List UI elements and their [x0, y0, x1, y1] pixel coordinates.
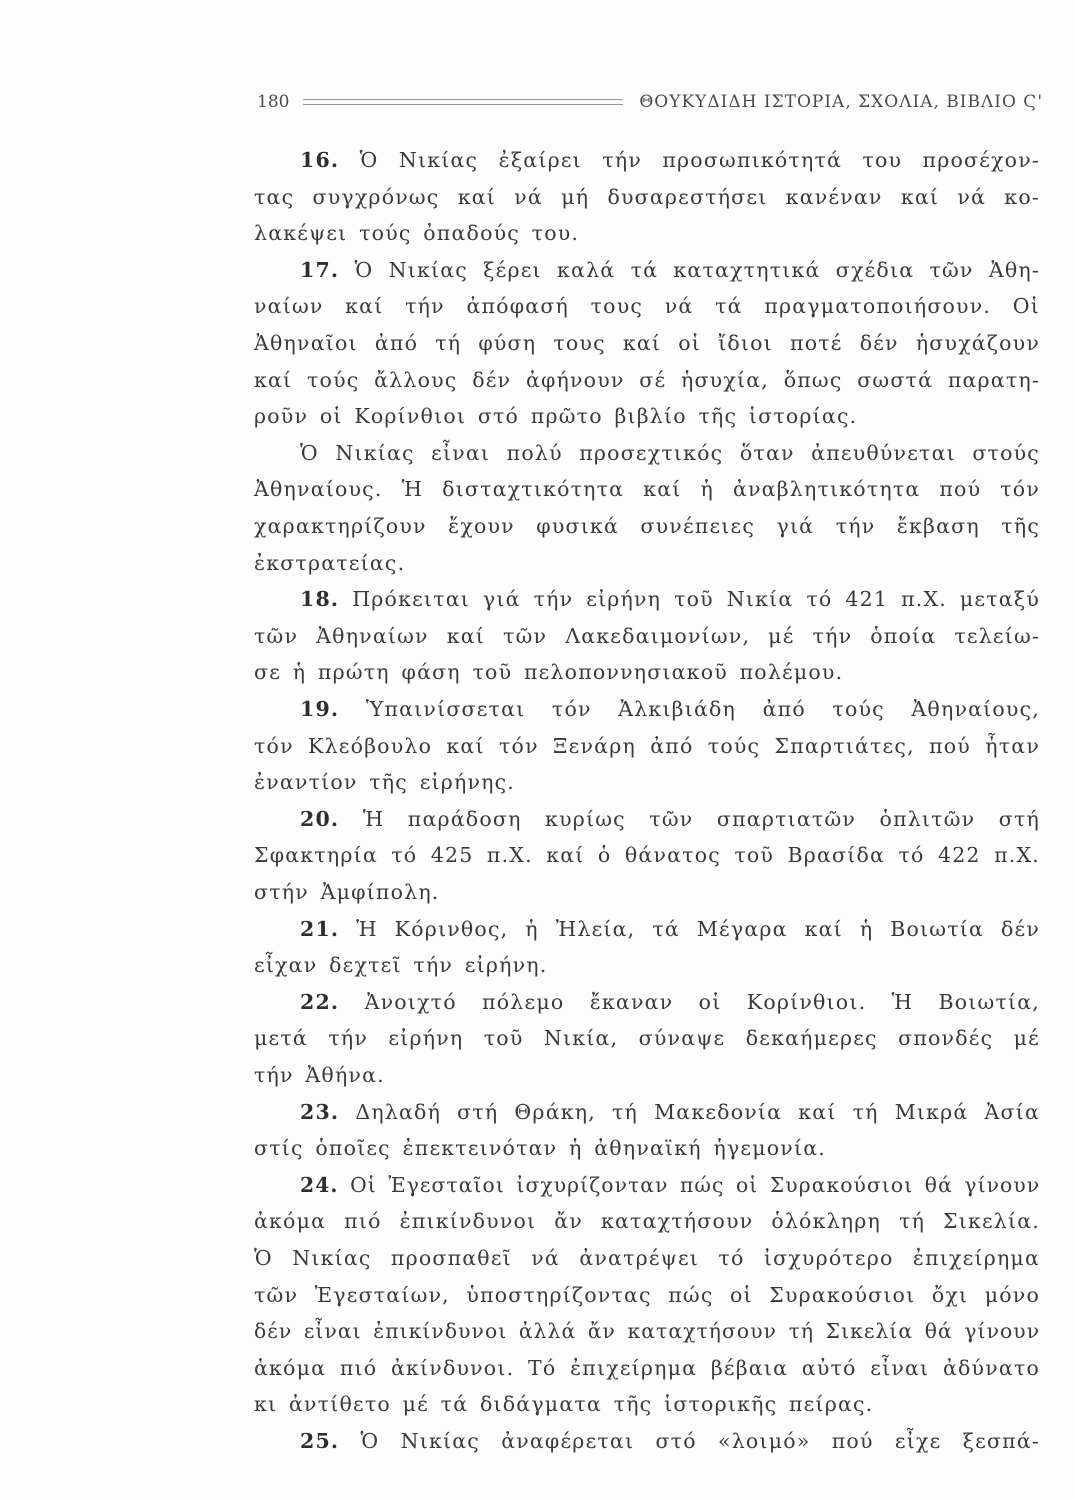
line-text: Ἀθηναῖοι ἀπό τή φύση τους καί οἱ ἴδιοι ποτέ δέν ἡσυχάζουν	[254, 331, 1040, 355]
text-line	[254, 911, 1040, 947]
text-line	[254, 764, 1040, 800]
line-text: Ὁ Νικίας ἐξαίρει τήν προσωπικότητά του προσέχον-	[339, 148, 1040, 172]
line-text: Δηλαδή στή Θράκη, τή Μακεδονία καί τή Μικρά Ἀσία	[339, 1100, 1040, 1124]
line-text: καί τούς ἄλλους δέν ἀφήνουν σέ ἡσυχία, ὅπως σωστά παρατη-	[254, 368, 1040, 392]
line-text: Ὁ Νικίας ξέρει καλά τά καταχτητικά σχέδια τῶν Ἀθη-	[339, 258, 1040, 282]
text-line	[254, 691, 1040, 727]
line-text: τόν Κλεόβουλο καί τόν Ξενάρη ἀπό τούς Σπαρτιάτες, πού ἦταν	[254, 734, 1040, 758]
text-line	[254, 837, 1040, 873]
text-line	[254, 252, 1040, 288]
line-text: τῶν Ἀθηναίων καί τῶν Λακεδαιμονίων, μέ τήν ὁποία τελείω-	[254, 624, 1040, 648]
text-line	[254, 1313, 1040, 1349]
line-text: ροῦν οἱ Κορίνθιοι στό πρῶτο βιβλίο τῆς ἱστορίας.	[254, 404, 858, 428]
text-line	[254, 1094, 1040, 1130]
line-text: Ὑπαινίσσεται τόν Ἀλκιβιάδη ἀπό τούς Ἀθηναίους,	[339, 697, 1040, 721]
line-text: λακέψει τούς ὀπαδούς του.	[254, 221, 580, 245]
line-text: Ἡ παράδοση κυρίως τῶν σπαρτιατῶν ὁπλιτῶν στή	[339, 807, 1040, 831]
text-line	[254, 1350, 1040, 1386]
text-line	[254, 1203, 1040, 1239]
text-line	[254, 508, 1040, 544]
line-text: Πρόκειται γιά τήν εἰρήνη τοῦ Νικία τό 421 π.Χ. μεταξύ	[339, 587, 1040, 611]
text-line	[254, 398, 1040, 434]
line-text: σε ἡ πρώτη φάση τοῦ πελοποννησιακοῦ πολέμου.	[254, 660, 844, 684]
text-line	[254, 728, 1040, 764]
line-text: Ἀθηναίους. Ἡ δισταχτικότητα καί ἡ ἀναβλητικότητα πού τόν	[254, 477, 1040, 501]
line-text: Ἡ Κόρινθος, ἡ Ἠλεία, τά Μέγαρα καί ἡ Βοιωτία δέν	[339, 917, 1040, 941]
running-title: ΘΟΥΚΥΔΙΔΗ ΙΣΤΟΡΙΑ, ΣΧΟΛΙΑ, ΒΙΒΛΙΟ Ϛ'	[639, 92, 1043, 112]
line-text: τήν Ἀθήνα.	[254, 1063, 385, 1087]
text-line	[254, 1386, 1040, 1422]
line-text: Ἀνοιχτό πόλεμο ἔκαναν οἱ Κορίνθιοι. Ἡ Βοιωτία,	[339, 990, 1040, 1014]
line-text: Ὁ Νικίας εἶναι πολύ προσεχτικός ὅταν ἀπευθύνεται στούς	[300, 441, 1040, 465]
line-text: στίς ὁποῖες ἐπεκτεινόταν ἡ ἀθηναϊκή ἡγεμονία.	[254, 1136, 826, 1160]
line-text: μετά τήν εἰρήνη τοῦ Νικία, σύναψε δεκαήμερες σπονδές μέ	[254, 1026, 1040, 1050]
line-text: στήν Ἀμφίπολη.	[254, 880, 440, 904]
note-number: 22.	[300, 990, 340, 1014]
text-line	[254, 215, 1040, 251]
line-text: κι ἀντίθετο μέ τά διδάγματα τῆς ἱστορικῆς πείρας.	[254, 1392, 874, 1416]
text-line	[254, 288, 1040, 324]
text-line	[254, 581, 1040, 617]
line-text: δέν εἶναι ἐπικίνδυνοι ἀλλά ἄν καταχτήσουν τή Σικελία θά γίνουν	[254, 1319, 1041, 1343]
line-text: Ὁ Νικίας ἀναφέρεται στό «λοιμό» πού εἶχε ξεσπά-	[339, 1429, 1040, 1453]
text-line	[254, 471, 1040, 507]
note-number: 16.	[300, 148, 340, 172]
text-line	[254, 142, 1040, 178]
line-text: ναίων καί τήν ἀπόφασή τους νά τά πραγματοποιήσουν. Οἱ	[254, 294, 1040, 318]
line-text: Ὁ Νικίας προσπαθεῖ νά ἀνατρέψει τό ἰσχυρότερο ἐπιχείρημα	[254, 1246, 1040, 1270]
text-line	[254, 1057, 1040, 1093]
line-text: Σφακτηρία τό 425 π.Χ. καί ὁ θάνατος τοῦ Βρασίδα τό 422 π.Χ.	[254, 843, 1040, 867]
text-line	[254, 1130, 1040, 1166]
line-text: ἀκόμα πιό ἐπικίνδυνοι ἄν καταχτήσουν ὁλόκληρη τή Σικελία.	[254, 1209, 1040, 1233]
text-line	[254, 801, 1040, 837]
line-text: ἐκστρατείας.	[254, 551, 406, 575]
note-number: 25.	[300, 1429, 340, 1453]
text-line	[254, 1423, 1040, 1459]
line-text: τῶν Ἐγεσταίων, ὑποστηρίζοντας πώς οἱ Συρακούσιοι ὄχι μόνο	[254, 1283, 1040, 1307]
running-header	[257, 88, 1043, 116]
text-line	[254, 984, 1040, 1020]
line-text: Οἱ Ἐγεσταῖοι ἰσχυρίζονταν πώς οἱ Συρακούσιοι θά γίνουν	[338, 1173, 1041, 1197]
line-text: ἀκόμα πιό ἀκίνδυνοι. Τό ἐπιχείρημα βέβαια αὐτό εἶναι ἀδύνατο	[254, 1356, 1040, 1380]
text-line	[254, 362, 1040, 398]
note-number: 19.	[300, 697, 340, 721]
text-line	[254, 1167, 1040, 1203]
text-line	[254, 1020, 1040, 1056]
text-line	[254, 179, 1040, 215]
line-text: χαρακτηρίζουν ἔχουν φυσικά συνέπειες γιά τήν ἔκβαση τῆς	[254, 514, 1040, 538]
note-number: 23.	[300, 1100, 340, 1124]
note-number: 20.	[300, 807, 340, 831]
text-line	[254, 874, 1040, 910]
text-line	[254, 435, 1040, 471]
text-line	[254, 947, 1040, 983]
text-line	[254, 545, 1040, 581]
note-number: 24.	[300, 1173, 339, 1197]
header-rule	[303, 99, 623, 105]
note-number: 18.	[300, 587, 340, 611]
page-number: 180	[257, 92, 290, 112]
line-text: τας συγχρόνως καί νά μή δυσαρεστήσει κανέναν καί νά κο-	[254, 185, 1040, 209]
text-line	[254, 1277, 1040, 1313]
text-line	[254, 654, 1040, 690]
note-number: 17.	[300, 258, 340, 282]
line-text: ἐναντίον τῆς εἰρήνης.	[254, 770, 516, 794]
text-line	[254, 1240, 1040, 1276]
text-line	[254, 325, 1040, 361]
note-number: 21.	[300, 917, 340, 941]
line-text: εἶχαν δεχτεῖ τήν εἰρήνη.	[254, 953, 548, 977]
text-line	[254, 618, 1040, 654]
